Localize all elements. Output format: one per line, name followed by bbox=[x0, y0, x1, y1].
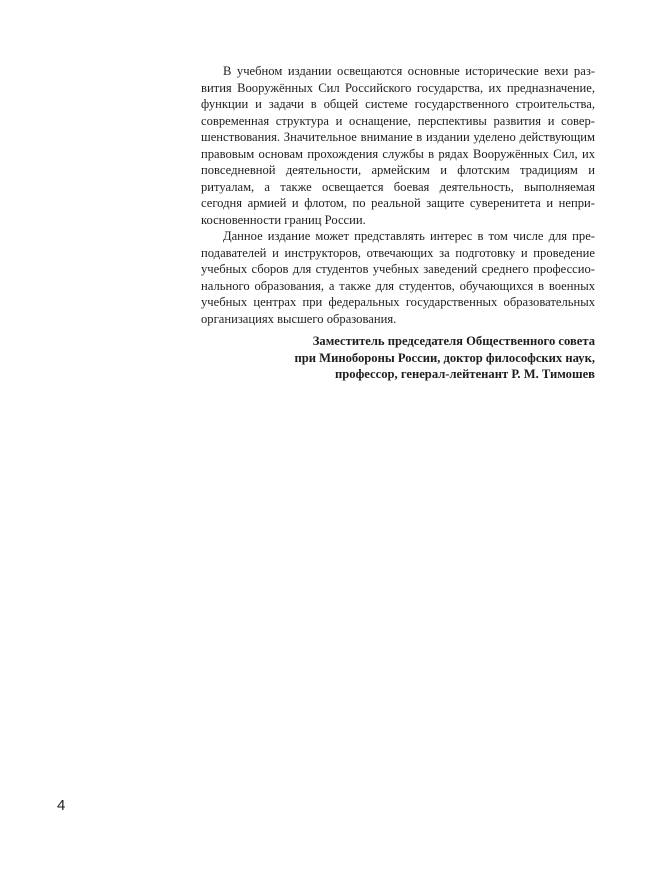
paragraph-2: Данное издание может представлять интерес в том числе для преподавателей и инструкторов, отвечающих за подготовку и проведение учебных сборов для студентов учебных заведений среднего профессионального образования, а также для студентов, обучающихся в военных учебных центрах при федеральных государственных образовательных организациях высшего образования. bbox=[201, 229, 595, 326]
signature-line-2: при Минобороны России, доктор философских наук, bbox=[294, 350, 595, 365]
paragraph-1: В учебном издании освещаются основные исторические вехи развития Вооружённых Сил Российского государства, их предназначение, функции и задачи в общей системе государственного строительства, современная структура и оснащение, перспективы развития и совершенствования. Значительное внимание в издании уделено действующим правовым основам прохождения службы в рядах Вооружённых Сил, их повседневной деятельности, армейским и флотским традициям и ритуалам, а также освещается боевая деятельность, выполняемая сегодня армией и флотом, по реальной защите суверенитета и неприкосновенности границ России. bbox=[201, 64, 595, 227]
signature-block bbox=[201, 333, 595, 383]
signature-line-3: профессор, генерал-лейтенант Р. М. Тимошев bbox=[335, 367, 595, 381]
signature-line-1: Заместитель председателя Общественного совета bbox=[312, 334, 595, 348]
main-text-block bbox=[201, 63, 595, 383]
page-number: 4 bbox=[57, 797, 66, 814]
